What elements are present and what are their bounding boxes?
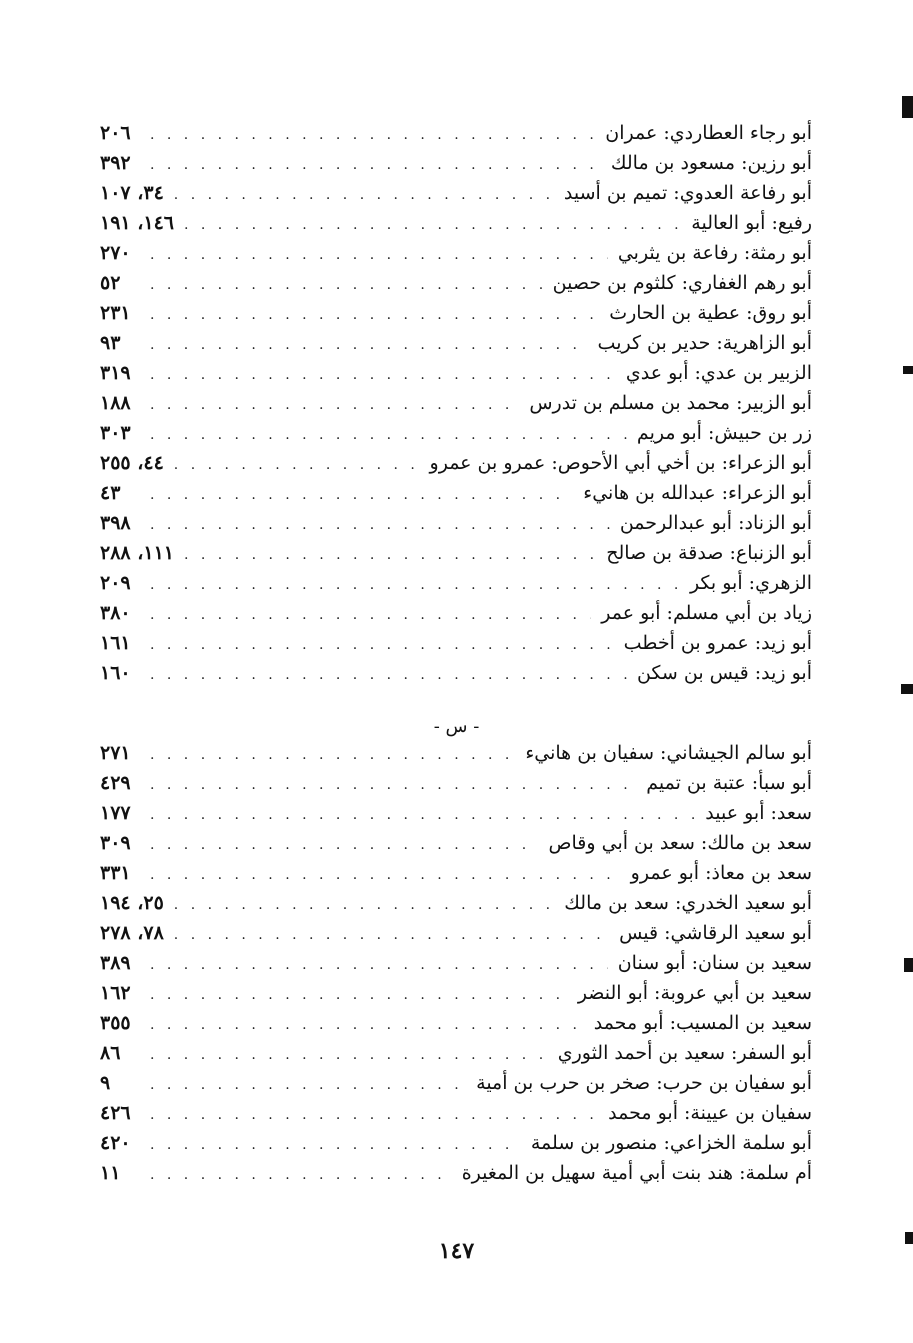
- entry-name: أبو سعيد الرقاشي: قيس: [619, 922, 812, 944]
- dot-leader: [150, 330, 588, 360]
- dot-leader: [174, 920, 609, 950]
- entry-pages: ٣٩٨: [100, 512, 131, 534]
- index-entry: [100, 148, 812, 178]
- index-entry: [100, 418, 812, 448]
- entry-pages: ٤٤، ٢٥٥: [100, 452, 164, 474]
- entry-name: سفيان بن عيينة: أبو محمد: [608, 1102, 812, 1124]
- entry-name: أبو سفيان بن حرب: صخر بن حرب بن أمية: [476, 1072, 812, 1094]
- entry-name: سعد: أبو عبيد: [705, 802, 812, 824]
- dot-leader: [184, 210, 681, 240]
- entry-pages: ٢٠٦: [100, 122, 131, 144]
- entry-pages: ٣٤، ١٠٧: [100, 182, 164, 204]
- index-entry: [100, 448, 812, 478]
- index-entry: [100, 918, 812, 948]
- index-entry: [100, 768, 812, 798]
- entry-name: سعد بن معاذ: أبو عمرو: [630, 862, 812, 884]
- page-number: ١٤٧: [438, 1238, 475, 1264]
- index-list-bottom: [100, 738, 812, 1188]
- index-entry: [100, 508, 812, 538]
- index-entry: [100, 208, 812, 238]
- entry-name: أبو رمثة: رفاعة بن يثربي: [617, 242, 812, 264]
- entry-name: أبو زيد: قيس بن سكن: [636, 662, 812, 684]
- entry-name: أبو رجاء العطاردي: عمران: [605, 122, 812, 144]
- entry-pages: ٤٢٦: [100, 1102, 131, 1124]
- entry-name: أبو الزنباع: صدقة بن صالح: [606, 542, 812, 564]
- index-entry: [100, 1068, 812, 1098]
- dot-leader: [150, 830, 539, 860]
- index-entry: [100, 358, 812, 388]
- dot-leader: [150, 420, 627, 450]
- entry-pages: ٣٥٥: [100, 1012, 131, 1034]
- index-entry: [100, 948, 812, 978]
- entry-name: أبو روق: عطية بن الحارث: [609, 302, 812, 324]
- index-entry: [100, 478, 812, 508]
- entry-pages: ٣٠٣: [100, 422, 131, 444]
- section-heading: - س -: [433, 716, 480, 737]
- index-entry: [100, 888, 812, 918]
- dot-leader: [150, 600, 591, 630]
- entry-name: أبو رهم الغفاري: كلثوم بن حصين: [552, 272, 812, 294]
- entry-pages: ٢٧١: [100, 742, 131, 764]
- entry-pages: ٤٢٠: [100, 1132, 131, 1154]
- entry-pages: ٣٣١: [100, 862, 131, 884]
- dot-leader: [150, 1010, 584, 1040]
- index-entry: [100, 118, 812, 148]
- dot-leader: [174, 180, 554, 210]
- index-entry: [100, 1158, 812, 1188]
- entry-name: سعيد بن المسيب: أبو محمد: [593, 1012, 812, 1034]
- dot-leader: [150, 980, 568, 1010]
- entry-name: زياد بن أبي مسلم: أبو عمر: [601, 602, 812, 624]
- entry-pages: ٤٣: [100, 482, 121, 504]
- dot-leader: [150, 770, 636, 800]
- index-entry: [100, 628, 812, 658]
- index-entry: [100, 538, 812, 568]
- dot-leader: [150, 120, 595, 150]
- dot-leader: [150, 360, 616, 390]
- entry-name: زر بن حبيش: أبو مريم: [636, 422, 812, 444]
- index-entry: [100, 828, 812, 858]
- scan-edge-mark: [905, 1232, 913, 1244]
- entry-pages: ٤٢٩: [100, 772, 131, 794]
- entry-name: أبو الزاهرية: حدير بن كريب: [597, 332, 812, 354]
- dot-leader: [150, 1070, 466, 1100]
- entry-name: أبو الزناد: أبو عبدالرحمن: [619, 512, 812, 534]
- scan-edge-mark: [904, 958, 913, 972]
- entry-pages: ٨٦: [100, 1042, 121, 1064]
- dot-leader: [150, 630, 614, 660]
- entry-pages: ٢٥، ١٩٤: [100, 892, 164, 914]
- entry-name: أبو سالم الجيشاني: سفيان بن هانيء: [525, 742, 812, 764]
- entry-pages: ٣٨٠: [100, 602, 131, 624]
- entry-pages: ٩: [100, 1072, 111, 1094]
- dot-leader: [150, 1040, 548, 1070]
- entry-name: أبو رزين: مسعود بن مالك: [610, 152, 812, 174]
- index-entry: [100, 738, 812, 768]
- entry-pages: ٥٢: [100, 272, 121, 294]
- entry-name: أم سلمة: هند بنت أبي أمية سهيل بن المغيرة: [461, 1162, 812, 1184]
- entry-pages: ٧٨، ٢٧٨: [100, 922, 164, 944]
- entry-name: أبو السفر: سعيد بن أحمد الثوري: [557, 1042, 812, 1064]
- index-entry: [100, 798, 812, 828]
- entry-pages: ٢٠٩: [100, 572, 131, 594]
- entry-pages: ١١١، ٢٨٨: [100, 542, 174, 564]
- entry-pages: ٣١٩: [100, 362, 131, 384]
- dot-leader: [150, 270, 543, 300]
- entry-pages: ١٧٧: [100, 802, 131, 824]
- dot-leader: [184, 540, 596, 570]
- entry-name: الزبير بن عدي: أبو عدي: [625, 362, 812, 384]
- dot-leader: [150, 1100, 598, 1130]
- entry-name: سعيد بن أبي عروبة: أبو النضر: [577, 982, 812, 1004]
- entry-name: أبو زيد: عمرو بن أخطب: [623, 632, 812, 654]
- entry-name: أبو رفاعة العدوي: تميم بن أسيد: [563, 182, 812, 204]
- index-entry: [100, 268, 812, 298]
- entry-pages: ٢٣١: [100, 302, 131, 324]
- index-entry: [100, 298, 812, 328]
- dot-leader: [150, 660, 627, 690]
- entry-name: رفيع: أبو العالية: [691, 212, 812, 234]
- entry-name: أبو سبأ: عتبة بن تميم: [646, 772, 812, 794]
- dot-leader: [150, 390, 519, 420]
- index-entry: [100, 658, 812, 688]
- entry-name: أبو سلمة الخزاعي: منصور بن سلمة: [530, 1132, 812, 1154]
- entry-pages: ١٤٦، ١٩١: [100, 212, 174, 234]
- index-entry: [100, 178, 812, 208]
- entry-name: سعيد بن سنان: أبو سنان: [617, 952, 812, 974]
- entry-name: أبو الزعراء: بن أخي أبي الأحوص: عمرو بن عمرو: [429, 452, 812, 474]
- scan-edge-mark: [901, 684, 913, 694]
- entry-pages: ٣٨٩: [100, 952, 131, 974]
- dot-leader: [150, 860, 621, 890]
- index-entry: [100, 388, 812, 418]
- entry-name: أبو الزبير: محمد بن مسلم بن تدرس: [529, 392, 812, 414]
- entry-name: أبو سعيد الخدري: سعد بن مالك: [564, 892, 812, 914]
- entry-pages: ١٦٠: [100, 662, 131, 684]
- entry-pages: ٣٩٢: [100, 152, 131, 174]
- index-entry: [100, 238, 812, 268]
- dot-leader: [150, 480, 573, 510]
- index-entry: [100, 1008, 812, 1038]
- dot-leader: [174, 890, 554, 920]
- entry-pages: ٢٧٠: [100, 242, 131, 264]
- entry-pages: ٣٠٩: [100, 832, 131, 854]
- index-entry: [100, 858, 812, 888]
- dot-leader: [150, 300, 599, 330]
- dot-leader: [150, 740, 515, 770]
- entry-name: الزهري: أبو بكر: [689, 572, 812, 594]
- entry-pages: ١٦١: [100, 632, 131, 654]
- entry-pages: ١٦٢: [100, 982, 131, 1004]
- dot-leader: [150, 1130, 521, 1160]
- entry-pages: ١٨٨: [100, 392, 131, 414]
- dot-leader: [150, 800, 695, 830]
- entry-name: سعد بن مالك: سعد بن أبي وقاص: [548, 832, 812, 854]
- index-entry: [100, 1098, 812, 1128]
- entry-pages: ١١: [100, 1162, 121, 1184]
- entry-name: أبو الزعراء: عبدالله بن هانيء: [583, 482, 812, 504]
- dot-leader: [174, 450, 420, 480]
- index-entry: [100, 598, 812, 628]
- index-entry: [100, 328, 812, 358]
- index-entry: [100, 978, 812, 1008]
- index-list-top: [100, 118, 812, 688]
- dot-leader: [150, 240, 608, 270]
- dot-leader: [150, 1160, 452, 1190]
- index-entry: [100, 568, 812, 598]
- dot-leader: [150, 510, 610, 540]
- index-entry: [100, 1128, 812, 1158]
- dot-leader: [150, 570, 680, 600]
- dot-leader: [150, 150, 601, 180]
- dot-leader: [150, 950, 608, 980]
- scan-edge-mark: [902, 96, 913, 118]
- index-entry: [100, 1038, 812, 1068]
- scan-edge-mark: [903, 366, 913, 374]
- entry-pages: ٩٣: [100, 332, 121, 354]
